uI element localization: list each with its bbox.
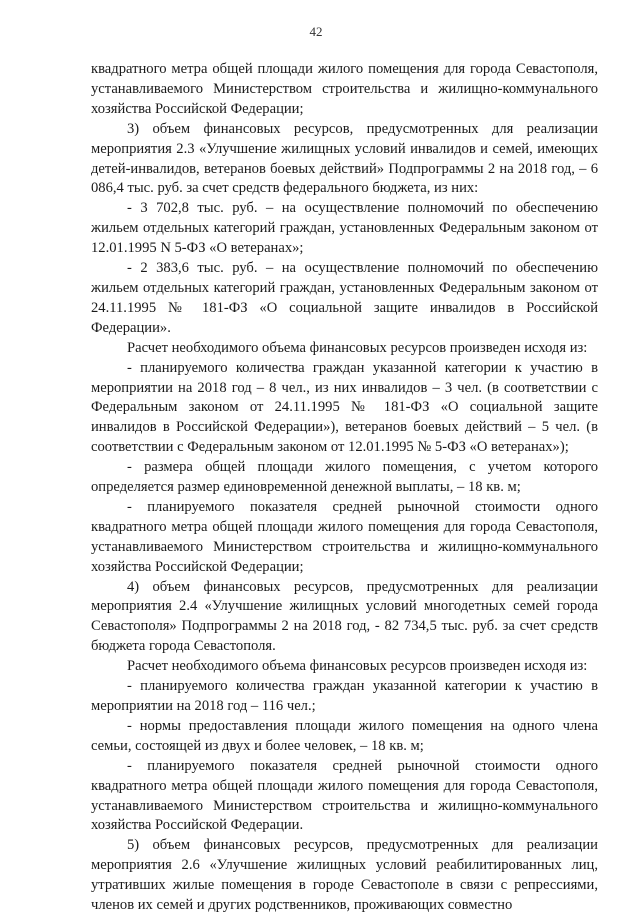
paragraph-continuation: квадратного метра общей площади жилого помещения для города Севастополя, устанавливаемого Министерством строительства и жилищно-коммунального хозяйства Российской Федерации; [91,61,598,117]
paragraph-item-5: 5) объем финансовых ресурсов, предусмотренных для реализации мероприятия 2.6 «Улучшение жилищных условий реабилитированных лиц, утративших жилые помещения в городе Севастополе в связи с репрессиями, членов их семей и других родственников, проживающих совместно [91,837,598,914]
paragraph-area-norm: - нормы предоставления площади жилого помещения на одного члена семьи, состоящей из двух и более человек, – 18 кв. м; [91,717,598,754]
paragraph-housing-area: - размера общей площади жилого помещения, с учетом которого определяется размер единовременной денежной выплаты, – 18 кв. м; [91,459,598,496]
paragraph-planned-citizens: - планируемого количества граждан указанной категории к участию в мероприятии на 2018 год – 8 чел., из них инвалидов – 3 чел. (в соответствии с Федеральным законом от 24.11.1995 № 181-ФЗ «О социальной защите инвалидов в Российской Федерации»), ветеранов боевых действий – 5 чел. (в соответствии с Федеральным законом от 12.01.1995 № 5-ФЗ «О ветеранах»); [91,359,598,456]
paragraph-planned-citizens-2: - планируемого количества граждан указанной категории к участию в мероприятии на 2018 год – 116 чел.; [91,678,598,714]
page-number: 42 [309,24,323,39]
paragraph-market-price-2: - планируемого показателя средней рыночной стоимости одного квадратного метра общей площади жилого помещения для города Севастополя, устанавливаемого Министерством строительства и жилищно-коммунального хозяйства Российской Федерации. [91,757,598,834]
document-body [91,60,598,916]
paragraph-calculation-basis-2: Расчет необходимого объема финансовых ресурсов произведен исходя из: [127,658,588,675]
paragraph-veterans-funds: - 3 702,8 тыс. руб. – на осуществление полномочий по обеспечению жильем отдельных категорий граждан, установленных Федеральным законом от 12.01.1995 N 5-ФЗ «О ветеранах»; [91,200,598,257]
paragraph-calculation-basis: Расчет необходимого объема финансовых ресурсов произведен исходя из: [127,339,588,356]
paragraph-disabled-funds: - 2 383,6 тыс. руб. – на осуществление полномочий по обеспечению жильем отдельных категорий граждан, установленных Федеральным законом от 24.11.1995 № 181-ФЗ «О социальной защите инвалидов в Российской Федерации». [91,260,598,336]
paragraph-item-3: 3) объем финансовых ресурсов, предусмотренных для реализации мероприятия 2.3 «Улучшение жилищных условий инвалидов и семей, имеющих детей-инвалидов, ветеранов боевых действий» Подпрограммы 2 на 2018 год, – 6 086,4 тыс. руб. за счет средств федерального бюджета, из них: [91,120,598,197]
paragraph-item-4: 4) объем финансовых ресурсов, предусмотренных для реализации мероприятия 2.4 «Улучшение жилищных условий многодетных семей города Севастополя» Подпрограммы 2 на 2018 год, - 82 734,5 тыс. руб. за счет средств бюджета города Севастополя. [91,578,598,655]
paragraph-market-price: - планируемого показателя средней рыночной стоимости одного квадратного метра общей площади жилого помещения для города Севастополя, устанавливаемого Министерством строительства и жилищно-коммунального хозяйства Российской Федерации; [91,498,598,575]
